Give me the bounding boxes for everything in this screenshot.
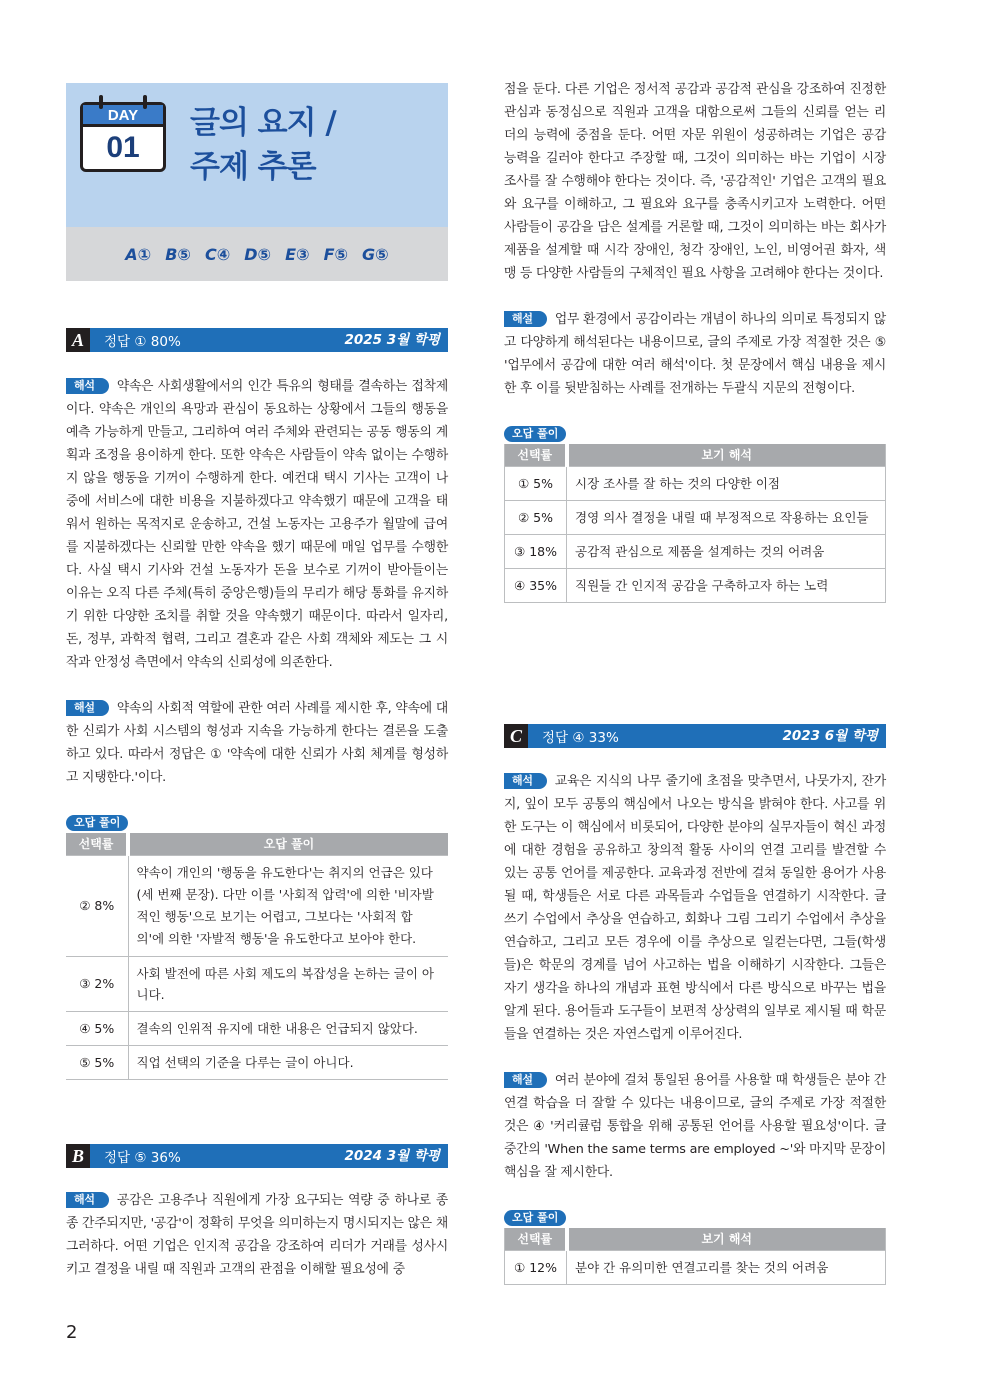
day-number: 01 — [106, 131, 140, 164]
translation-tag: 해석 — [504, 773, 547, 789]
meaning-cell: 시장 조사를 잘 하는 것의 다양한 이점 — [567, 466, 886, 500]
choice-cell: ③ 18% — [505, 534, 567, 568]
answer-key-item: B⑤ — [165, 244, 191, 264]
commentary-text: 여러 분야에 걸쳐 통일된 용어를 사용할 때 학생들은 분야 간 연결 학습을 더 잘할 수 있다는 내용이므로, 글의 주제로 가장 적절한 것은 ④ '커리큘럼 통합을 위해 공통된 언어를 사용할 필요성'이다. 글 중간의 'When the same terms are employed ~'와 마지막 문장이 핵심을 잘 제시한다. — [504, 1073, 886, 1180]
left-column — [66, 83, 448, 1277]
calendar-ring — [143, 95, 147, 109]
commentary-tag: 해설 — [504, 1072, 547, 1088]
section-c-header — [504, 724, 886, 748]
page-number: 2 — [66, 1322, 78, 1343]
explanation-cell: 직업 선택의 기준을 다루는 글이 아니다. — [128, 1045, 448, 1079]
table-row — [66, 1011, 448, 1045]
table-header: 선택률 — [505, 1228, 567, 1250]
table-row — [66, 855, 448, 956]
answer-key-item: C④ — [204, 244, 231, 264]
choice-cell: ④ 5% — [66, 1011, 128, 1045]
wrong-answer-tag: 오답 풀이 — [504, 426, 566, 442]
title-line-1: 글의 요지 / — [190, 105, 336, 141]
section-source: 2024 3월 학평 — [344, 1148, 440, 1164]
table-header: 보기 해석 — [567, 1228, 886, 1250]
table-header: 선택률 — [505, 444, 567, 466]
table-row — [505, 1250, 886, 1284]
commentary-text: 업무 환경에서 공감이라는 개념이 하나의 의미로 특정되지 않고 다양하게 해석된다는 내용이므로, 글의 주제로 가장 적절한 것은 ⑤ '업무에서 공감에 대한 여러 해석'이다. 첫 문장에서 핵심 내용을 제시한 후 이를 뒷받침하는 사례를 전개하는 두괄식 지문의 전형이다. — [504, 312, 886, 396]
choice-cell: ① 12% — [505, 1250, 567, 1284]
table-header: 선택률 — [66, 833, 128, 855]
section-answer: 정답 ⑤ 36% — [104, 1150, 181, 1166]
day-header-top — [66, 83, 448, 227]
translation-text: 약속은 사회생활에서의 인간 특유의 형태를 결속하는 접착제이다. 약속은 개인의 욕망과 관심이 동요하는 상황에서 그들의 행동을 예측 가능하게 만들고, 그리하여 여러 주체와 관련되는 공동 행동의 계획과 조정을 용이하게 한다. 또한 약속은 사람들이 약속 없이는 수행하지 않을 행동을 기꺼이 수행하게 한다. 예컨대 택시 기사는 고객이 나중에 서비스에 대한 비용을 지불하겠다고 약속했기 때문에 고객을 태워서 원하는 목적지로 운송하고, 건설 노동자는 고용주가 월말에 급여를 지불하겠다는 신뢰할 만한 약속을 했기 때문에 매일 업무를 수행한다. 사실 택시 기사와 건설 노동자가 돈을 보수로 기꺼이 받아들이는 이유는 오직 다른 주체(특히 중앙은행)들의 무리가 해당 통화를 유지하기 위한 다양한 조치를 취할 것을 약속했기 때문이다. 따라서 일자리, 돈, 정부, 과학적 협력, 그리고 결혼과 같은 사회 객체와 제도는 그 시작과 안정성 측면에서 약속의 신뢰성에 의존한다. — [66, 379, 448, 670]
section-answer: 정답 ① 80% — [104, 334, 181, 350]
section-letter: C — [504, 724, 528, 748]
wrong-answer-tag: 오답 풀이 — [504, 1210, 566, 1226]
commentary-text: 약속의 사회적 역할에 관한 여러 사례를 제시한 후, 약속에 대한 신뢰가 사회 시스템의 형성과 지속을 가능하게 한다는 결론을 도출하고 있다. 따라서 정답은 ① '약속에 대한 신뢰가 사회 체계를 형성하고 지탱한다.'이다. — [66, 701, 448, 785]
calendar-ring — [99, 95, 103, 109]
section-b-translation-part2: 점을 둔다. 다른 기업은 정서적 공감과 공감적 관심을 강조하여 진정한 관심과 동정심으로 직원과 고객을 대함으로써 그들의 신뢰를 얻는 리더의 능력에 중점을 둔다. 어떤 자문 위원이 성공하려는 기업은 공감 능력을 길러야 한다고 주장할 때, 그것이 의미하는 바는 기업이 시장 조사를 잘 수행해야 한다는 것이다. 즉, '공감적인' 기업은 고객의 필요와 요구를 이해하고, 그 필요와 요구를 충족시키고자 노력한다. 어떤 사람들이 공감을 담은 설계를 거론할 때, 그것이 의미하는 바는 회사가 제품을 설계할 때 시각 장애인, 청각 장애인, 노인, 비영어권 화자, 색맹 등 다양한 사람들의 구체적인 필요 사항을 고려해야 한다는 것이다. — [504, 82, 886, 281]
meaning-cell: 공감적 관심으로 제품을 설계하는 것의 어려움 — [567, 534, 886, 568]
section-a-header — [66, 328, 448, 352]
section-c-translation — [504, 770, 886, 1046]
explanation-cell: 사회 발전에 따른 사회 제도의 복잡성을 논하는 글이 아니다. — [128, 956, 448, 1011]
meaning-cell: 분야 간 유의미한 연결고리를 찾는 것의 어려움 — [567, 1250, 886, 1284]
choice-cell: ⑤ 5% — [66, 1045, 128, 1079]
section-b-header — [66, 1144, 448, 1168]
choice-cell: ② 8% — [66, 855, 128, 956]
table-row — [505, 534, 886, 568]
wrong-answer-tag: 오답 풀이 — [66, 815, 128, 831]
section-c-body — [504, 770, 886, 1285]
choice-cell: ④ 35% — [505, 568, 567, 602]
table-row — [66, 1045, 448, 1079]
choice-cell: ③ 2% — [66, 956, 128, 1011]
title-line-2: 주제 추론 — [190, 149, 316, 185]
meaning-cell: 경영 의사 결정을 내릴 때 부정적으로 작용하는 요인들 — [567, 500, 886, 534]
wrong-answer-tag-wrap — [504, 1206, 886, 1226]
section-c-wrong-table — [504, 1228, 886, 1285]
section-source: 2025 3월 학평 — [344, 332, 440, 348]
answer-key — [66, 227, 448, 281]
meaning-cell: 직원들 간 인지적 공감을 구축하고자 하는 노력 — [567, 568, 886, 602]
calendar-icon — [80, 102, 166, 172]
right-column — [504, 78, 886, 1275]
section-a-wrong-table — [66, 833, 448, 1080]
page-title — [190, 101, 336, 189]
translation-tag: 해석 — [66, 378, 109, 394]
explanation-cell: 약속이 개인의 '행동을 유도한다'는 취지의 언급은 있다(세 번째 문장). 다만 이를 '사회적 압력'에 의한 '비자발적인 행동'으로 보기는 어렵고, 그보다는 '사회적 합의'에 의한 '자발적 행동'을 유도한다고 보아야 한다. — [128, 855, 448, 956]
table-row — [66, 956, 448, 1011]
section-b-wrong-table — [504, 444, 886, 603]
table-row — [505, 500, 886, 534]
day-label: DAY — [83, 105, 163, 127]
section-letter: A — [66, 328, 90, 352]
wrong-answer-tag-wrap — [66, 811, 448, 831]
choice-cell: ② 5% — [505, 500, 567, 534]
section-a-commentary — [66, 697, 448, 789]
section-c-commentary — [504, 1069, 886, 1184]
commentary-tag: 해설 — [66, 700, 109, 716]
answer-key-item: A① — [125, 244, 152, 264]
answer-key-item: D⑤ — [244, 244, 272, 264]
choice-cell: ① 5% — [505, 466, 567, 500]
section-source: 2023 6월 학평 — [782, 728, 878, 744]
commentary-tag: 해설 — [504, 311, 547, 327]
translation-text: 공감은 고용주나 직원에게 가장 요구되는 역량 중 하나로 종종 간주되지만, '공감'이 정확히 무엇을 의미하는지 명시되지는 않은 채 그러하다. 어떤 기업은 인지적 공감을 강조하여 리더가 거래를 성사시키고 결정을 내릴 때 직원과 고객의 관점을 이해할 필요성에 중 — [66, 1193, 448, 1277]
table-header: 오답 풀이 — [128, 833, 448, 855]
table-header-row — [505, 444, 886, 466]
section-letter: B — [66, 1144, 90, 1168]
table-header-row — [66, 833, 448, 855]
translation-text: 교육은 지식의 나무 줄기에 초점을 맞추면서, 나뭇가지, 잔가지, 잎이 모두 공통의 핵심에서 나오는 방식을 밝혀야 한다. 사고를 위한 도구는 이 핵심에서 비롯되어, 다양한 분야의 실무자들이 혁신 과정에 대한 경험을 공유하고 창의적 활동 사이의 연결 고리를 발견할 수 있는 공통 언어를 제공한다. 교육과정 전반에 걸쳐 동일한 용어가 사용될 때, 학생들은 서로 다른 과목들과 수업들을 연결하기 시작한다. 글쓰기 수업에서 추상을 연습하고, 회화나 그림 그리기 수업에서 추상을 연습하고, 그리고 모든 경우에 이를 추상으로 일컫는다면, 그들(학생들)은 학문의 경계를 넘어 사고하는 법을 이해하기 시작한다. 그들은 자기 생각을 하나의 개념과 표현 방식에서 다른 방식으로 바꾸는 법을 알게 된다. 용어들과 도구들이 보편적 상상력의 일부로 제시될 때 학문들을 연결하는 것은 자연스럽게 이루어진다. — [504, 774, 886, 1042]
explanation-cell: 결속의 인위적 유지에 대한 내용은 언급되지 않았다. — [128, 1011, 448, 1045]
table-row — [505, 568, 886, 602]
section-b-commentary — [504, 308, 886, 400]
day-header — [66, 83, 448, 281]
section-answer: 정답 ④ 33% — [542, 730, 619, 746]
answer-key-item: G⑤ — [362, 244, 389, 264]
wrong-answer-tag-wrap — [504, 422, 886, 442]
section-a-translation — [66, 375, 448, 674]
section-b-translation-part1 — [66, 1189, 448, 1281]
table-row — [505, 466, 886, 500]
translation-tag: 해석 — [66, 1192, 109, 1208]
table-header-row — [505, 1228, 886, 1250]
table-header: 보기 해석 — [567, 444, 886, 466]
answer-key-item: E③ — [285, 244, 310, 264]
answer-key-item: F⑤ — [323, 244, 349, 264]
